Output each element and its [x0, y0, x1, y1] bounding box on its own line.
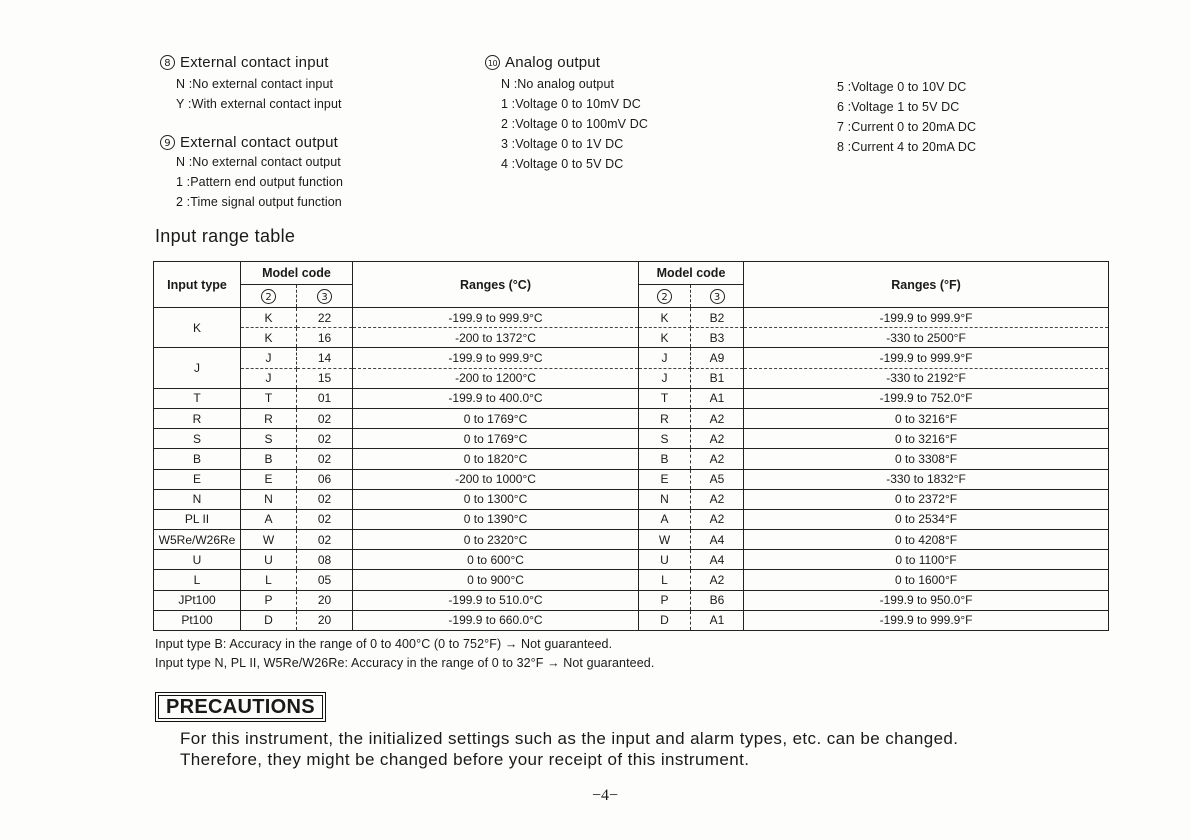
model-code-3-cell: 02 — [297, 408, 353, 428]
range-f-cell: -330 to 2192°F — [744, 368, 1109, 388]
input-type-cell: PL II — [154, 509, 241, 529]
model-code-2-cell: P — [639, 590, 691, 610]
model-code-2-cell: D — [639, 610, 691, 630]
range-c-cell: 0 to 600°C — [353, 550, 639, 570]
model-code-3-cell: 08 — [297, 550, 353, 570]
analog-output-options-continued — [837, 77, 976, 157]
range-c-cell: -199.9 to 400.0°C — [353, 388, 639, 408]
model-code-3-cell: 20 — [297, 610, 353, 630]
range-f-cell: 0 to 3308°F — [744, 449, 1109, 469]
section-title — [160, 133, 343, 151]
header-code-col-2: 2 — [639, 285, 691, 308]
input-type-cell: K — [154, 308, 241, 348]
option-item: 5 :Voltage 0 to 10V DC — [837, 80, 967, 94]
model-code-3-cell: A2 — [691, 449, 744, 469]
model-code-3-cell: B6 — [691, 590, 744, 610]
model-code-3-cell: 02 — [297, 449, 353, 469]
range-c-cell: 0 to 1390°C — [353, 509, 639, 529]
option-item: 2 :Time signal output function — [176, 195, 342, 209]
table-note-2: Input type N, PL II, W5Re/W26Re: Accuracy in the range of 0 to 32°F → Not guaranteed. — [155, 656, 655, 670]
option-item: 6 :Voltage 1 to 5V DC — [837, 100, 960, 114]
model-code-2-cell: B — [241, 449, 297, 469]
option-item: 1 :Voltage 0 to 10mV DC — [501, 97, 641, 111]
model-code-2-cell: P — [241, 590, 297, 610]
page-number: −4− — [592, 787, 619, 804]
section-title-text: Analog output — [505, 53, 601, 71]
model-code-2-cell: L — [241, 570, 297, 590]
range-f-cell: 0 to 1600°F — [744, 570, 1109, 590]
option-item: N :No external contact output — [176, 155, 341, 169]
table-row — [154, 570, 1109, 590]
model-code-2-cell: T — [241, 388, 297, 408]
model-code-3-cell: 06 — [297, 469, 353, 489]
model-code-2-cell: J — [639, 368, 691, 388]
table-row — [154, 368, 1109, 388]
model-code-3-cell: 22 — [297, 308, 353, 328]
range-c-cell: 0 to 900°C — [353, 570, 639, 590]
table-row — [154, 509, 1109, 529]
model-code-3-cell: A4 — [691, 550, 744, 570]
model-code-2-cell: B — [639, 449, 691, 469]
table-row — [154, 388, 1109, 408]
model-code-2-cell: A — [241, 509, 297, 529]
table-body — [154, 308, 1109, 631]
header-code-col-3: 3 — [691, 285, 744, 308]
model-code-2-cell: U — [639, 550, 691, 570]
model-code-3-cell: 14 — [297, 348, 353, 368]
option-item: 8 :Current 4 to 20mA DC — [837, 140, 977, 154]
header-ranges-c: Ranges (°C) — [353, 262, 639, 308]
model-code-3-cell: A2 — [691, 429, 744, 449]
model-code-3-cell: A4 — [691, 530, 744, 550]
table-row — [154, 530, 1109, 550]
model-code-2-cell: J — [241, 368, 297, 388]
option-item: 7 :Current 0 to 20mA DC — [837, 120, 977, 134]
range-f-cell: 0 to 1100°F — [744, 550, 1109, 570]
model-code-2-cell: L — [639, 570, 691, 590]
circled-number-10: 10 — [485, 55, 500, 70]
model-code-2-cell: U — [241, 550, 297, 570]
range-c-cell: -200 to 1372°C — [353, 328, 639, 348]
table-row — [154, 429, 1109, 449]
precautions-line-2: Therefore, they might be changed before your receipt of this instrument. — [180, 750, 750, 769]
model-code-3-cell: 16 — [297, 328, 353, 348]
option-item: N :No analog output — [501, 77, 615, 91]
range-c-cell: 0 to 2320°C — [353, 530, 639, 550]
table-note-1: Input type B: Accuracy in the range of 0 to 400°C (0 to 752°F) → Not guaranteed. — [155, 637, 613, 651]
model-code-2-cell: K — [241, 328, 297, 348]
input-type-cell: S — [154, 429, 241, 449]
range-f-cell: 0 to 4208°F — [744, 530, 1109, 550]
model-code-3-cell: 02 — [297, 429, 353, 449]
section-title — [160, 53, 342, 71]
input-range-table — [153, 261, 1109, 631]
range-f-cell: -199.9 to 752.0°F — [744, 388, 1109, 408]
table-row — [154, 348, 1109, 368]
input-type-cell: R — [154, 408, 241, 428]
input-type-cell: U — [154, 550, 241, 570]
range-c-cell: -200 to 1000°C — [353, 469, 639, 489]
range-c-cell: 0 to 1769°C — [353, 408, 639, 428]
model-code-3-cell: A1 — [691, 388, 744, 408]
section-title-text: External contact input — [180, 53, 329, 71]
header-model-code-c: Model code — [241, 262, 353, 285]
range-f-cell: -330 to 1832°F — [744, 469, 1109, 489]
input-type-cell: L — [154, 570, 241, 590]
input-type-cell: JPt100 — [154, 590, 241, 610]
model-code-2-cell: K — [639, 328, 691, 348]
section-analog-output — [485, 53, 648, 174]
model-code-3-cell: 01 — [297, 388, 353, 408]
header-input-type: Input type — [154, 262, 241, 308]
header-ranges-f: Ranges (°F) — [744, 262, 1109, 308]
model-code-2-cell: E — [241, 469, 297, 489]
model-code-3-cell: A2 — [691, 509, 744, 529]
input-type-cell: E — [154, 469, 241, 489]
model-code-3-cell: A2 — [691, 408, 744, 428]
model-code-2-cell: K — [241, 308, 297, 328]
header-model-code-f: Model code — [639, 262, 744, 285]
model-code-2-cell: S — [639, 429, 691, 449]
range-c-cell: -199.9 to 999.9°C — [353, 308, 639, 328]
model-code-2-cell: W — [639, 530, 691, 550]
model-code-2-cell: N — [639, 489, 691, 509]
header-code-col-3: 3 — [297, 285, 353, 308]
model-code-3-cell: 02 — [297, 530, 353, 550]
range-c-cell: 0 to 1300°C — [353, 489, 639, 509]
model-code-3-cell: A5 — [691, 469, 744, 489]
model-code-2-cell: J — [639, 348, 691, 368]
model-code-2-cell: J — [241, 348, 297, 368]
table-row — [154, 610, 1109, 630]
option-item: 1 :Pattern end output function — [176, 175, 344, 189]
model-code-3-cell: 05 — [297, 570, 353, 590]
range-f-cell: 0 to 2372°F — [744, 489, 1109, 509]
model-code-2-cell: K — [639, 308, 691, 328]
model-code-2-cell: R — [241, 408, 297, 428]
table-row — [154, 328, 1109, 348]
section-external-contact-input — [160, 53, 342, 114]
range-c-cell: -199.9 to 510.0°C — [353, 590, 639, 610]
option-item: 4 :Voltage 0 to 5V DC — [501, 157, 624, 171]
option-item: 2 :Voltage 0 to 100mV DC — [501, 117, 648, 131]
model-code-3-cell: A1 — [691, 610, 744, 630]
range-f-cell: -199.9 to 999.9°F — [744, 610, 1109, 630]
table-row — [154, 489, 1109, 509]
model-code-3-cell: A9 — [691, 348, 744, 368]
model-code-2-cell: W — [241, 530, 297, 550]
model-code-3-cell: 02 — [297, 489, 353, 509]
precautions-title: PRECAUTIONS — [155, 692, 326, 722]
range-f-cell: -199.9 to 999.9°F — [744, 308, 1109, 328]
table-row — [154, 308, 1109, 328]
model-code-2-cell: T — [639, 388, 691, 408]
table-row — [154, 590, 1109, 610]
model-code-2-cell: R — [639, 408, 691, 428]
model-code-3-cell: 15 — [297, 368, 353, 388]
range-c-cell: -199.9 to 999.9°C — [353, 348, 639, 368]
input-type-cell: Pt100 — [154, 610, 241, 630]
range-c-cell: 0 to 1769°C — [353, 429, 639, 449]
model-code-2-cell: N — [241, 489, 297, 509]
model-code-3-cell: 02 — [297, 509, 353, 529]
table-row — [154, 469, 1109, 489]
input-type-cell: T — [154, 388, 241, 408]
model-code-3-cell: B1 — [691, 368, 744, 388]
option-item: N :No external contact input — [176, 77, 334, 91]
section-title — [485, 53, 648, 71]
header-code-col-2: 2 — [241, 285, 297, 308]
circled-number-8: 8 — [160, 55, 175, 70]
input-type-cell: N — [154, 489, 241, 509]
option-item: Y :With external contact input — [176, 97, 342, 111]
precautions-line-1: For this instrument, the initialized settings such as the input and alarm types, etc. can be changed. — [180, 729, 959, 748]
range-c-cell: -200 to 1200°C — [353, 368, 639, 388]
range-f-cell: -199.9 to 999.9°F — [744, 348, 1109, 368]
input-type-cell: W5Re/W26Re — [154, 530, 241, 550]
table-row — [154, 449, 1109, 469]
model-code-3-cell: A2 — [691, 570, 744, 590]
range-f-cell: 0 to 3216°F — [744, 429, 1109, 449]
range-f-cell: 0 to 2534°F — [744, 509, 1109, 529]
model-code-3-cell: B2 — [691, 308, 744, 328]
input-type-cell: B — [154, 449, 241, 469]
range-f-cell: -199.9 to 950.0°F — [744, 590, 1109, 610]
range-f-cell: 0 to 3216°F — [744, 408, 1109, 428]
section-external-contact-output — [160, 133, 343, 212]
range-c-cell: -199.9 to 660.0°C — [353, 610, 639, 630]
table-row — [154, 408, 1109, 428]
model-code-2-cell: S — [241, 429, 297, 449]
input-range-table-heading: Input range table — [155, 226, 296, 246]
range-c-cell: 0 to 1820°C — [353, 449, 639, 469]
input-type-cell: J — [154, 348, 241, 388]
model-code-2-cell: E — [639, 469, 691, 489]
model-code-2-cell: D — [241, 610, 297, 630]
model-code-2-cell: A — [639, 509, 691, 529]
section-title-text: External contact output — [180, 133, 339, 151]
option-item: 3 :Voltage 0 to 1V DC — [501, 137, 624, 151]
model-code-3-cell: A2 — [691, 489, 744, 509]
circled-number-9: 9 — [160, 135, 175, 150]
table-row — [154, 550, 1109, 570]
model-code-3-cell: B3 — [691, 328, 744, 348]
model-code-3-cell: 20 — [297, 590, 353, 610]
range-f-cell: -330 to 2500°F — [744, 328, 1109, 348]
